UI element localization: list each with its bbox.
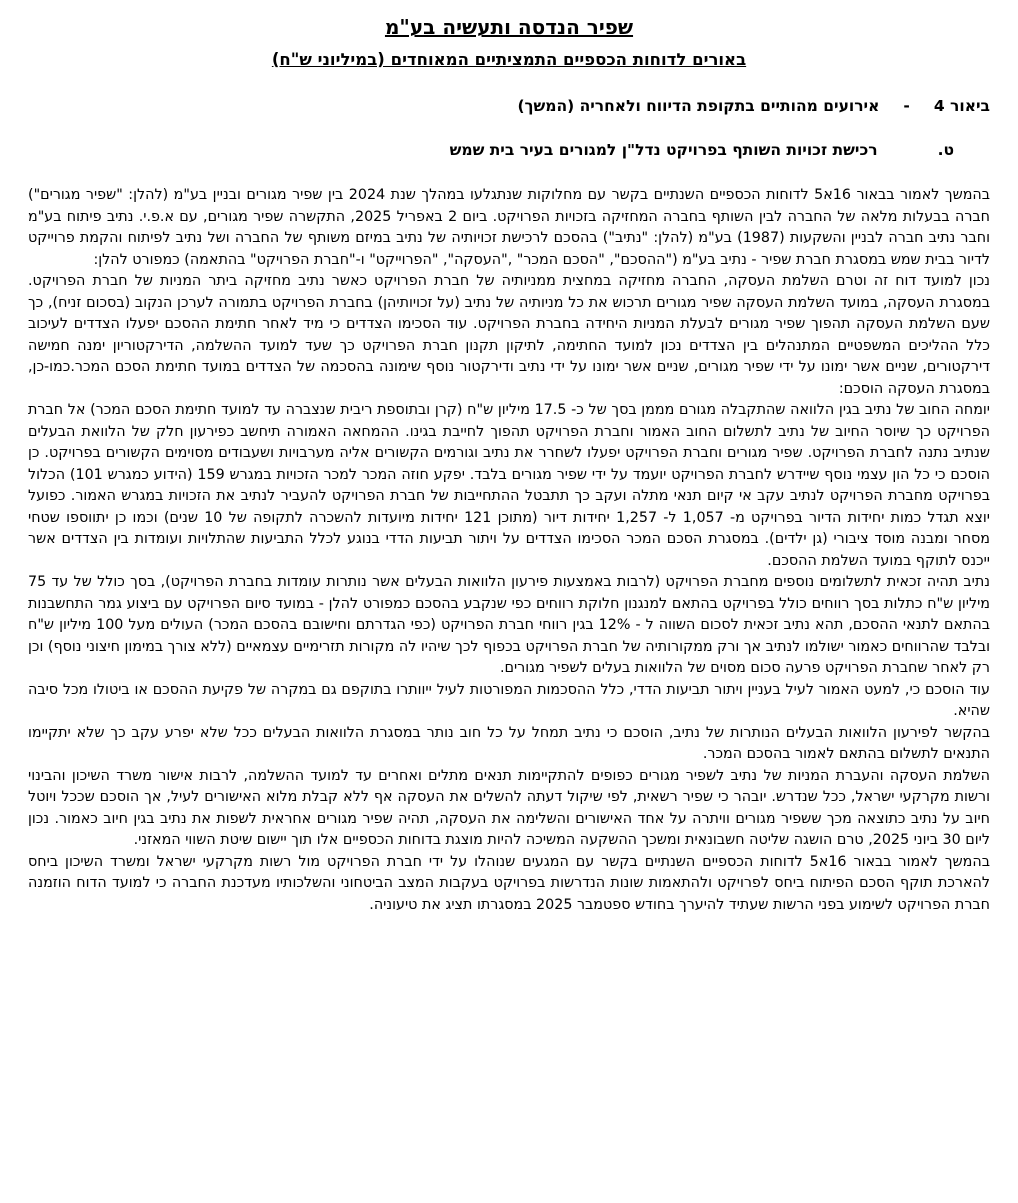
company-title: שפיר הנדסה ותעשיה בע"מ: [384, 15, 634, 39]
body-paragraph: נתיב תהיה זכאית לתשלומים נוספים מחברת הפרויקט (לרבות באמצעות פירעון הלוואות הבעלים אשר נותרות עומדות בחברת הפרויקט), בסך כולל של עד 75 מיליון ש"ח כתלות בסך רווחים כולל בפרויקט בהתאם למנגנון חלוקת רווחים כפי שנקבע בהסכם כמפורט להלן - במועד סיום הפרויקט עם ביצוע גמר התחשבנות בהתאם לתנאי ההסכם, תהא נתיב זכאית לסכום השווה ל - 12% בגין רווחי חברת הפרויקט (כפי הגדרתם וחישובם בהסכם המכר) העולים מעל 100 מיליון ש"ח ובלבד שהרווחים כאמור ישולמו לנתיב אך ורק ממקורותיה של חברת הפרויקט בכפוף לכך שיהיו לה מקורות תזרימיים עצמאיים (ללא צורך במימון חיצוני נוסף) וכן רק לאחר שחברת הפרויקט פרעה סכום מסוים של הלוואות בעלים לשפיר מגורים.: [28, 574, 991, 676]
body-paragraph: יומחה החוב של נתיב בגין הלוואה שהתקבלה מגורם מממן בסך של כ- 17.5 מיליון ש"ח (קרן ובתוספת ריבית שנצברה עד למועד חתימת הסכם המכר) אל חברת הפרויקט כך שיוסר החיוב של נתיב לתשלום החוב האמור וחברת הפרויקט תהפוך לחייבת בגינו. ההמחאה האמורה תיחשב כפירעון חלק של הלוואת הבעלים שנתיב נתנה לחברת הפרויקט. שפיר מגורים וחברת הפרויקט יפעלו לשחרר את נתיב וגורמים הקשורים אליה מערבויות ושעבודים מסוימים הקשורים בפרויקט. כן הוסכם כי כל הון עצמי נוסף שיידרש לחברת הפרויקט יועמד על ידי שפיר מגורים בלבד. יפקע חוזה המכר למכר הזכויות במגרש 159 (הידוע כמגרש 101) הכלול בפרויקט מחברת הפרויקט לנתיב עקב אי קיום תנאי מתלה ועקב כך תתבטל ההתחייבות של חברת הפרויקט להעביר לנתיב את הזכויות במגרש האמור. כפועל יוצא תגדל כמות יחידות הדיור בפרויקט מ- 1,057 ל- 1,257 יחידות דיור (מתוכן 121 יחידות מיועדות להשכרה לתקופה של 10 שנים) וכמו כן יתווספו שטחי מסחר ומבנה מוסד ציבורי (גן ילדים). במסגרת הסכם המכר הסכימו הצדדים על ויתור תביעות הדדי בנוגע לכלל התביעות שהתלויות ועומדות בין הצדדים אשר ייכנס לתוקף במועד השלמת ההסכם.: [28, 402, 991, 569]
note-title: אירועים מהותיים בתקופת הדיווח ולאחריה (המשך): [517, 97, 880, 115]
section-title: רכישת זכויות השותף בפרויקט נדל"ן למגורים בעיר בית שמש: [449, 141, 878, 159]
body-paragraph: עוד הוסכם כי, למעט האמור לעיל בעניין ויתור תביעות הדדי, כלל ההסכמות המפורטות לעיל ייוותרו בתוקפם גם במקרה של פקיעת ההסכם או ביטולו מכל סיבה שהיא.: [28, 681, 990, 719]
body-paragraph: בהקשר לפירעון הלוואות הבעלים הנותרות של נתיב, הוסכם כי נתיב תמחל על כל חוב נותר במסגרת הלוואות הבעלים ככל שלא יפרע עקב כך שלא יתקיימו התנאים לתשלום בהתאם לאמור בהסכם המכר.: [28, 724, 990, 762]
body-paragraph: השלמת העסקה והעברת המניות של נתיב לשפיר מגורים כפופים להתקיימות תנאים מתלים ואחרים עד למועד ההשלמה, לרבות אישור משרד השיכון והבינוי ורשות מקרקעי ישראל, ככל שנדרש. יובהר כי שפיר רשאית, לפי שיקול דעתה להשלים את העסקה אף ללא קבלת מלוא האישורים לעיל, אך הוסכם שככל ויוטל חיוב על נתיב כתוצאה מכך ששפיר מגורים וויתרה על אחד האישורים והשלימה את העסקה, תהיה שפיר מגורים אחראית לשפות את נתיב בגין חיוב כאמור. נכון ליום 30 ביוני 2025, טרם הושגה שליטה חשבונאית ומשכך ההשקעה המשיכה להיות מוצגת בדוחות הכספיים אלו תוך יישום שיטת השווי המאזני.: [28, 767, 990, 848]
section-letter: ט.: [937, 141, 954, 159]
note-body: [28, 185, 990, 916]
body-paragraph: בהמשך לאמור בבאור 16א5 לדוחות הכספיים השנתיים בקשר עם מחלוקות שנתגלעו במהלך שנת 2024 בין שפיר מגורים ובניין בע"מ (להלן: "שפיר מגורים") חברה בבעלות מלאה של החברה לבין השותף בחברה המחזיקה בזכויות הפרויקט. ביום 2 באפריל 2025, התקשרה שפיר מגורים, עם א.פ.י. נתיב פיתוח בע"מ וחבר נתיב חברה לבניין והשקעות (1987) בע"מ (להלן: "נתיב") בהסכם לרכישת זכויותיה של נתיב במיזם משותף של החברה ושל נתיב לפיתוח והקמת פרוייקט לדיור בבית שמש במסגרת חברת שפיר - נתיב בע"מ ("ההסכם", "הסכם המכר" ,"העסקה", "הפרוייקט" ו-"חברת הפרויקט" בהתאמה) כמפורט להלן:: [28, 187, 991, 268]
report-subtitle: באורים לדוחות הכספיים התמציתיים המאוחדים (במיליוני ש"ח): [271, 50, 747, 69]
note-header: [28, 96, 990, 116]
body-paragraph: נכון למועד דוח זה וטרם השלמת העסקה, החברה מחזיקה במחצית ממניותיה של חברת הפרויקט כאשר נתיב מחזיקה ביתר המניות של חברת הפרויקט. במסגרת העסקה, במועד השלמת העסקה שפיר מגורים תרכוש את כל מניותיה של נתיב (על זכויותיהן) בחברת הפרויקט בתמורה לערכן הנקוב (בסכום זניח), כך שעם השלמת העסקה תהפוך שפיר מגורים לבעלת המניות היחידה בחברת הפרויקט. עוד הסכימו הצדדים כי מיד לאחר חתימת ההסכם יפעלו הצדדים לעיכוב כלל ההליכים המשפטיים המתנהלים בין הצדדים נכון למועד החתימה, לתיקון תקנון חברת הפרויקט כך שעד למועד ההשלמה, הדירקטוריון ימנה חמישה דירקטורים, שניים אשר ימונו על ידי שפיר מגורים, שניים אשר ימונו על ידי נתיב ודירקטור נוסף שימונה בהסכמה של הצדדים במועד חתימת הסכם המכר.כמו-כן, במסגרת העסקה הוסכם:: [28, 273, 990, 397]
body-paragraph: בהמשך לאמור בבאור 16א5 לדוחות הכספיים השנתיים בקשר עם המגעים שנוהלו על ידי חברת הפרויקט מול רשות מקרקעי ישראל ומשרד השיכון ביחס להארכת תוקף הסכם הפיתוח ביחס לפרויקט ולהתאמות שונות הנדרשות בפרויקט בעקבות המצב הביטחוני והשלכותיו מעדכנת החברה כי למועד הדוח הוזמנה חברת הפרויקט לשימוע בפני הרשות שעתיד להיערך בחודש ספטמבר 2025 במסגרתו תציג את טיעוניה.: [28, 853, 990, 913]
section-heading: [28, 140, 990, 160]
note-dash: -: [903, 97, 910, 115]
note-number: ביאור 4: [933, 97, 990, 115]
